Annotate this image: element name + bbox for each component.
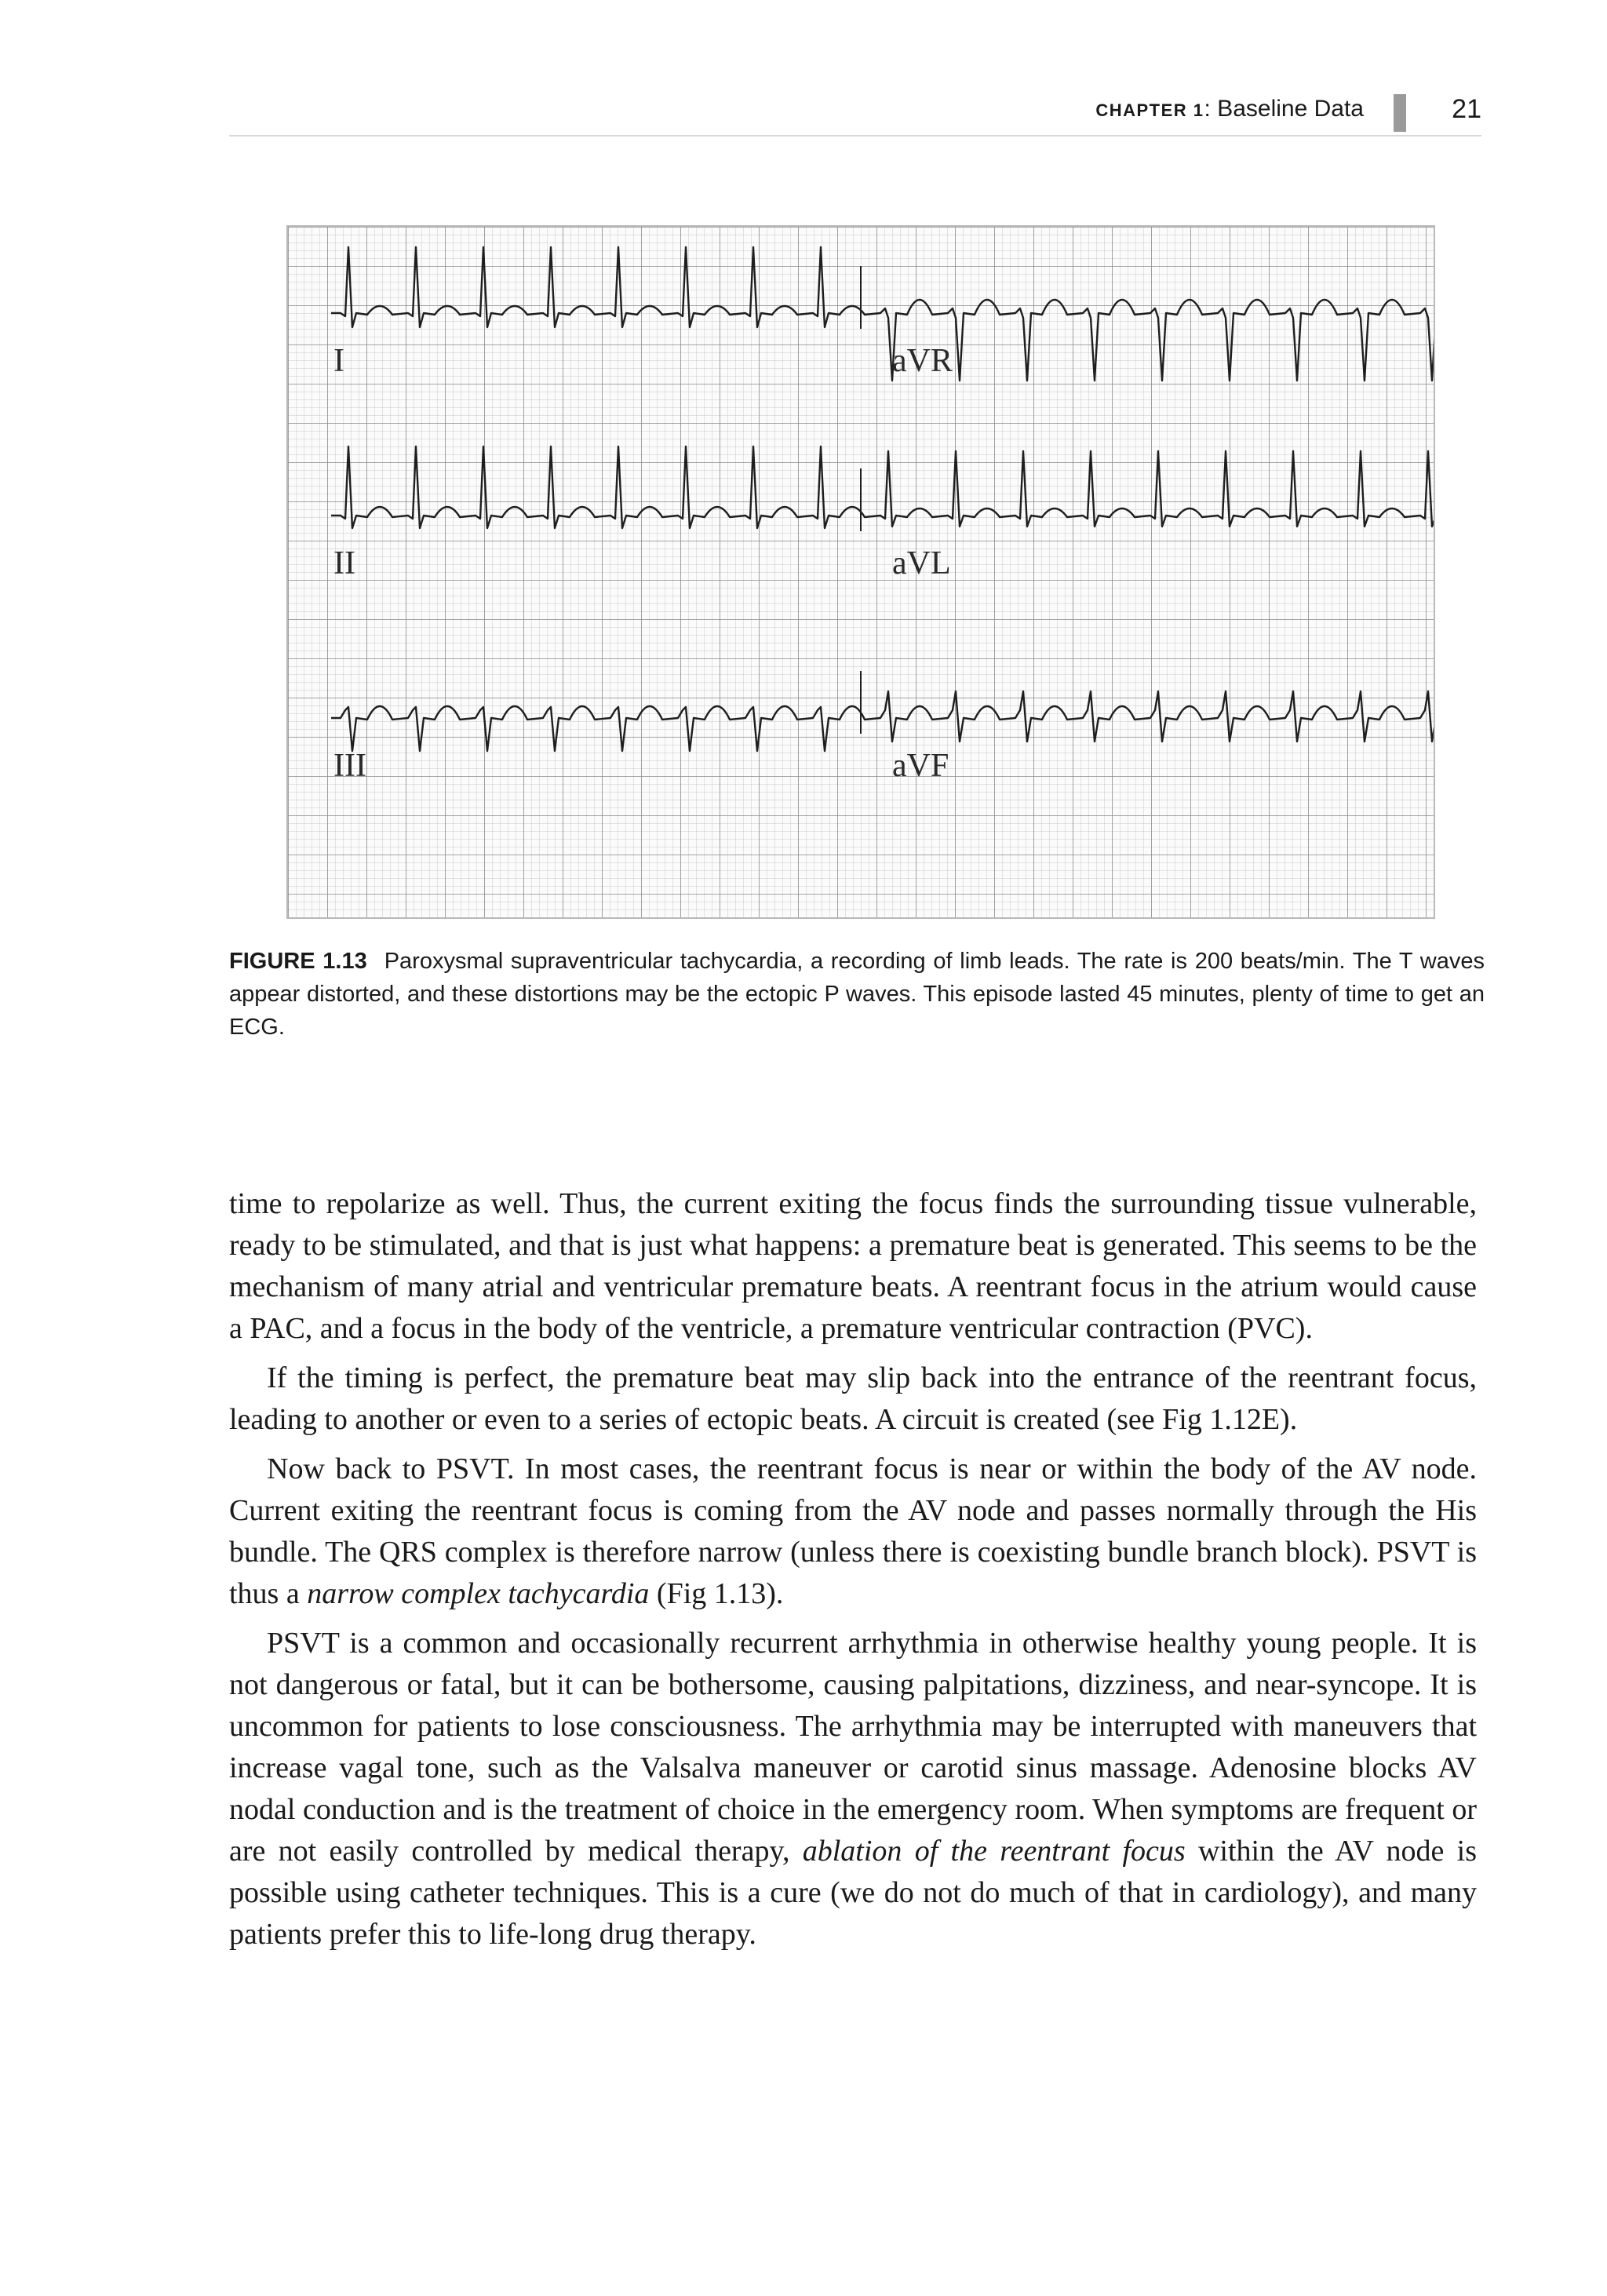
paragraph-2: If the timing is perfect, the premature beat may slip back into the entrance of the reentrant focus, leading to another or even to a series of ectopic beats. A circuit is created (see Fig 1.12E). (229, 1361, 1477, 1436)
paragraph-3-text-b: (Fig 1.13). (649, 1577, 784, 1610)
paragraph-4-text-b: within the AV node is possible using catheter techniques. This is a cure (we do not do much of that in cardiology), and many patients prefer this to life-long drug therapy. (229, 1835, 1477, 1951)
paragraph-4-emphasis: ablation of the reentrant focus (802, 1835, 1186, 1868)
paragraph-4 (229, 1623, 1477, 1955)
page-number: 21 (1452, 94, 1481, 124)
header-bar-ornament (1394, 94, 1406, 132)
running-head (229, 94, 1481, 137)
figure-caption (229, 945, 1485, 1044)
chapter-number: CHAPTER 1 (1095, 100, 1204, 120)
lead-label-avr: aVR (892, 343, 953, 379)
lead-label-avf: aVF (892, 748, 949, 784)
paragraph-3 (229, 1449, 1477, 1615)
paragraph-3-emphasis: narrow complex tachycardia (307, 1577, 650, 1610)
header-rule (229, 135, 1481, 137)
ecg-figure (286, 225, 1435, 919)
chapter-colon: : (1204, 96, 1211, 122)
figure-label: FIGURE 1.13 (229, 949, 367, 974)
chapter-title: Baseline Data (1217, 96, 1364, 122)
caption-text: Paroxysmal supraventricular tachycardia, a recording of limb leads. The rate is 200 beats/min. The T waves appear distorted, and these distortions may be the ectopic P waves. This episode lasted 45 minutes, plenty of time to get an ECG. (229, 949, 1485, 1040)
chapter-label (1095, 96, 1364, 122)
body-text (229, 1183, 1477, 1963)
paragraph-4-text-a: PSVT is a common and occasionally recurrent arrhythmia in otherwise healthy young people. It is not dangerous or fatal, but it can be bothersome, causing palpitations, dizziness, and near-syncope. It is uncommon for patients to lose consciousness. The arrhythmia may be interrupted with maneuvers that increase vagal tone, such as the Valsalva maneuver or carotid sinus massage. Adenosine blocks AV nodal conduction and is the treatment of choice in the emergency room. When symptoms are frequent or are not easily controlled by medical therapy, (229, 1627, 1477, 1868)
lead-label-avl: aVL (892, 545, 951, 581)
lead-label-i: I (333, 343, 344, 379)
ecg-grid (288, 227, 1434, 917)
paragraph-3-text-a: Now back to PSVT. In most cases, the reentrant focus is near or within the body of the AV node. Current exiting the reentrant focus is coming from the AV node and passes normally through the His bundle. The QRS complex is therefore narrow (unless there is coexisting bundle branch block). PSVT is thus a (229, 1452, 1477, 1610)
paragraph-1: time to repolarize as well. Thus, the current exiting the focus finds the surrounding tissue vulnerable, ready to be stimulated, and that is just what happens: a premature beat is generated. This seems to be the mechanism of many atrial and ventricular premature beats. A reentrant focus in the atrium would cause a PAC, and a focus in the body of the ventricle, a premature ventricular contraction (PVC). (229, 1187, 1477, 1345)
lead-label-iii: III (333, 748, 366, 784)
lead-label-ii: II (333, 545, 355, 581)
ecg-tracing (288, 227, 1434, 917)
